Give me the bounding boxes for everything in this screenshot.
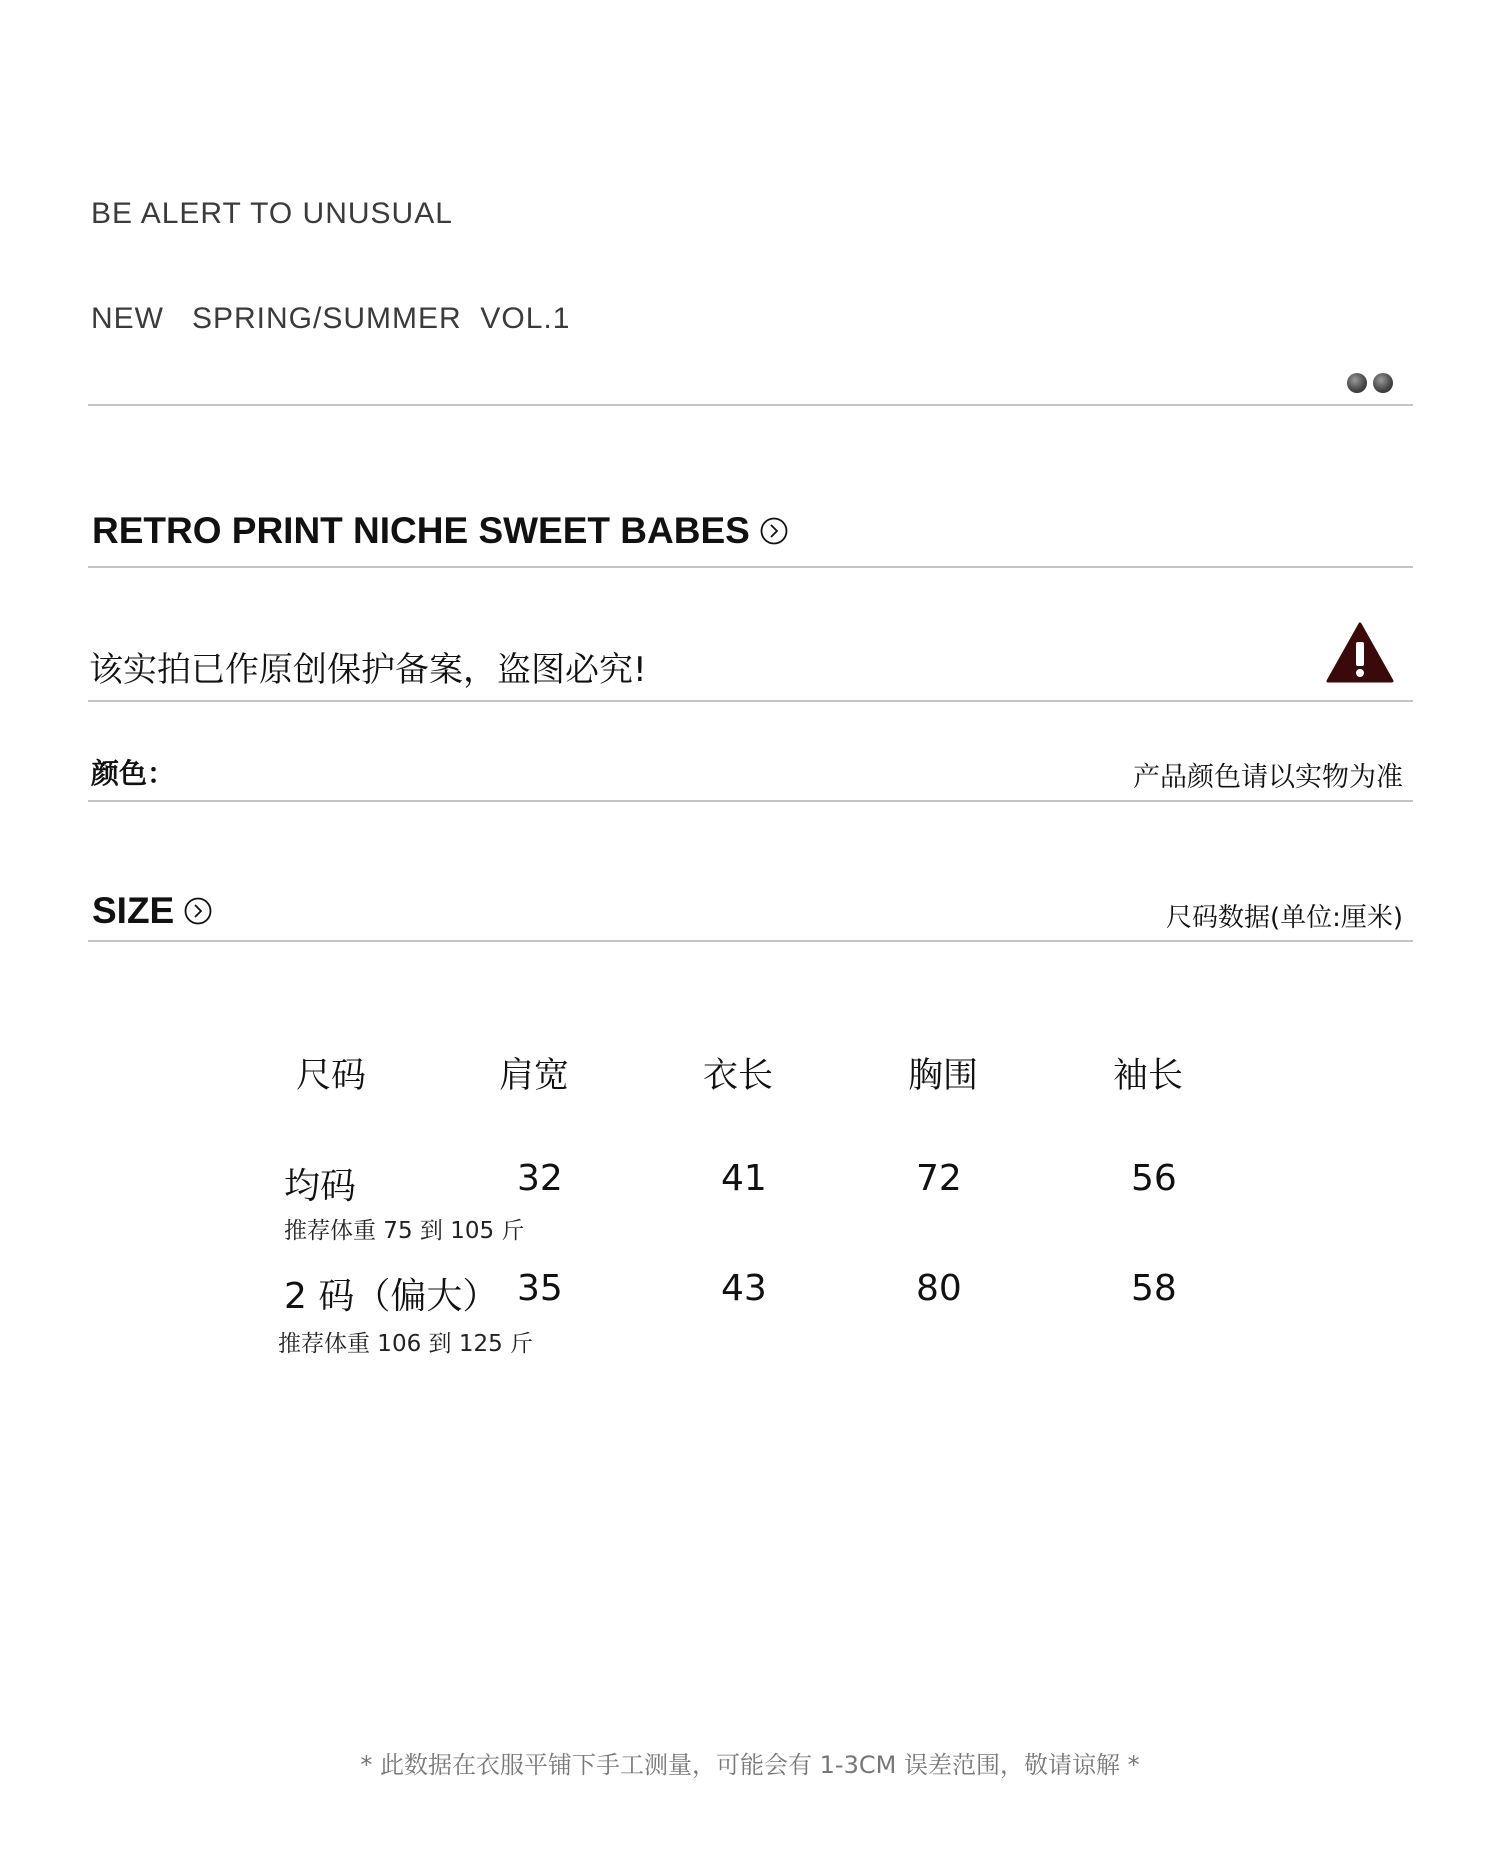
- divider: [88, 700, 1413, 702]
- cell-sleeve: 58: [1131, 1268, 1177, 1309]
- header-length: 衣长: [703, 1056, 774, 1096]
- recommended-weight: 推荐体重 106 到 125 斤: [278, 1331, 534, 1357]
- copyright-notice: 该实拍已作原创保护备案，盗图必究!: [89, 650, 647, 690]
- divider: [88, 800, 1413, 802]
- chevron-right-circle-icon: [184, 897, 212, 925]
- header-size: 尺码: [296, 1056, 367, 1096]
- cell-chest: 72: [916, 1158, 962, 1199]
- size-title-text: SIZE: [92, 890, 175, 931]
- recommended-weight: 推荐体重 75 到 105 斤: [284, 1218, 525, 1244]
- dot-icon: [1347, 373, 1367, 393]
- cell-sleeve: 56: [1131, 1158, 1177, 1199]
- decorative-dots-icon: [1323, 358, 1423, 408]
- dot-icon: [1373, 373, 1393, 393]
- brand-tagline: [91, 126, 570, 371]
- color-label: 颜色：: [91, 757, 176, 790]
- header-chest: 胸围: [908, 1056, 979, 1096]
- cell-shoulder: 35: [517, 1268, 563, 1309]
- size-title: [92, 890, 212, 932]
- cell-size: 2 码（偏大）: [284, 1276, 499, 1317]
- color-disclaimer: 产品颜色请以实物为准: [1133, 762, 1403, 793]
- size-unit-note: 尺码数据(单位:厘米): [1165, 903, 1403, 933]
- header-sleeve: 袖长: [1113, 1056, 1184, 1096]
- cell-length: 43: [721, 1268, 767, 1309]
- warning-triangle-icon: [1326, 622, 1394, 684]
- cell-size: 均码: [284, 1166, 357, 1207]
- product-title: [92, 510, 788, 552]
- cell-chest: 80: [916, 1268, 962, 1309]
- chevron-right-circle-icon: [760, 517, 788, 545]
- cell-shoulder: 32: [517, 1158, 563, 1199]
- measurement-disclaimer: * 此数据在衣服平铺下手工测量，可能会有 1-3CM 误差范围，敬请谅解 *: [360, 1751, 1140, 1779]
- tagline-line-1: BE ALERT TO UNUSUAL: [91, 197, 453, 230]
- divider: [88, 404, 1413, 406]
- divider: [88, 566, 1413, 568]
- divider: [88, 940, 1413, 942]
- header-shoulder: 肩宽: [499, 1056, 570, 1096]
- product-title-text: RETRO PRINT NICHE SWEET BABES: [92, 510, 750, 551]
- cell-length: 41: [721, 1158, 767, 1199]
- tagline-line-2: NEW SPRING/SUMMER VOL.1: [91, 302, 571, 335]
